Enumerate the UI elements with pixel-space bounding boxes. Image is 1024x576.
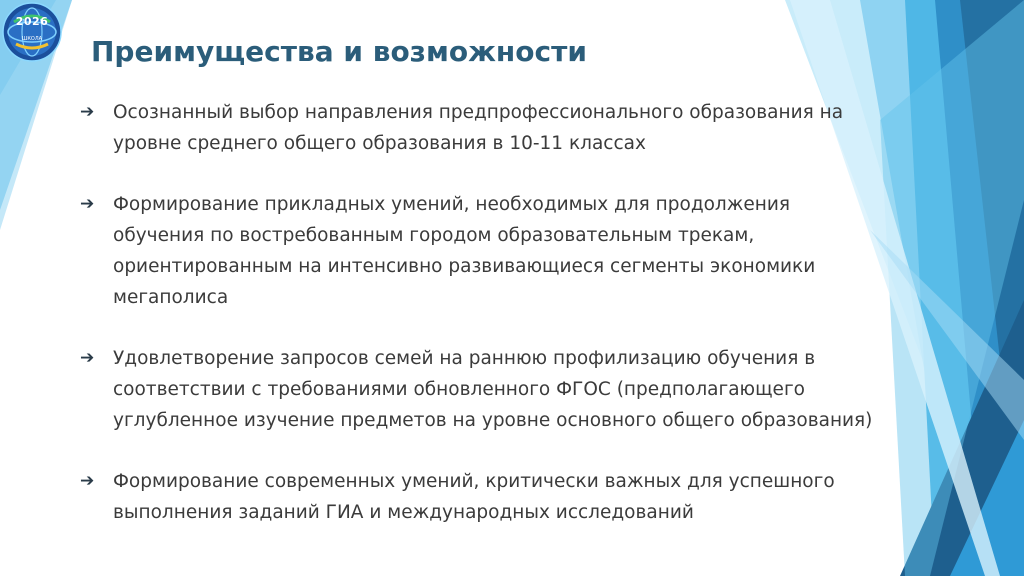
arrow-right-icon: ➔ [80, 348, 95, 368]
logo-word: ШКОЛА [21, 36, 42, 42]
school-logo [2, 2, 62, 62]
bullet-text: Осознанный выбор направления предпрофессионального образования на уровне среднего общего образования в 10-11 классах [113, 102, 844, 154]
bullet-item [80, 189, 880, 313]
arrow-right-icon: ➔ [80, 194, 95, 214]
slide-title: Преимущества и возможности [91, 35, 587, 68]
bullet-text: Формирование прикладных умений, необходимых для продолжения обучения по востребованным городом образовательным трекам, ориентированным на интенсивно развивающиеся сегменты экономики мегаполиса [113, 194, 816, 308]
bullet-item [80, 343, 880, 436]
globe-logo-icon [2, 2, 62, 62]
bullet-text: Удовлетворение запросов семей на раннюю профилизацию обучения в соответствии с требованиями обновленного ФГОС (предполагающего углубленное изучение предметов на уровне основного общего образования) [113, 348, 873, 431]
arrow-right-icon: ➔ [80, 471, 95, 491]
bullet-text: Формирование современных умений, критически важных для успешного выполнения заданий ГИА и международных исследований [113, 471, 835, 523]
logo-year: 2026 [15, 15, 49, 28]
bullet-list [80, 97, 880, 558]
bullet-item [80, 97, 880, 159]
arrow-right-icon: ➔ [80, 102, 95, 122]
bullet-item [80, 466, 880, 528]
